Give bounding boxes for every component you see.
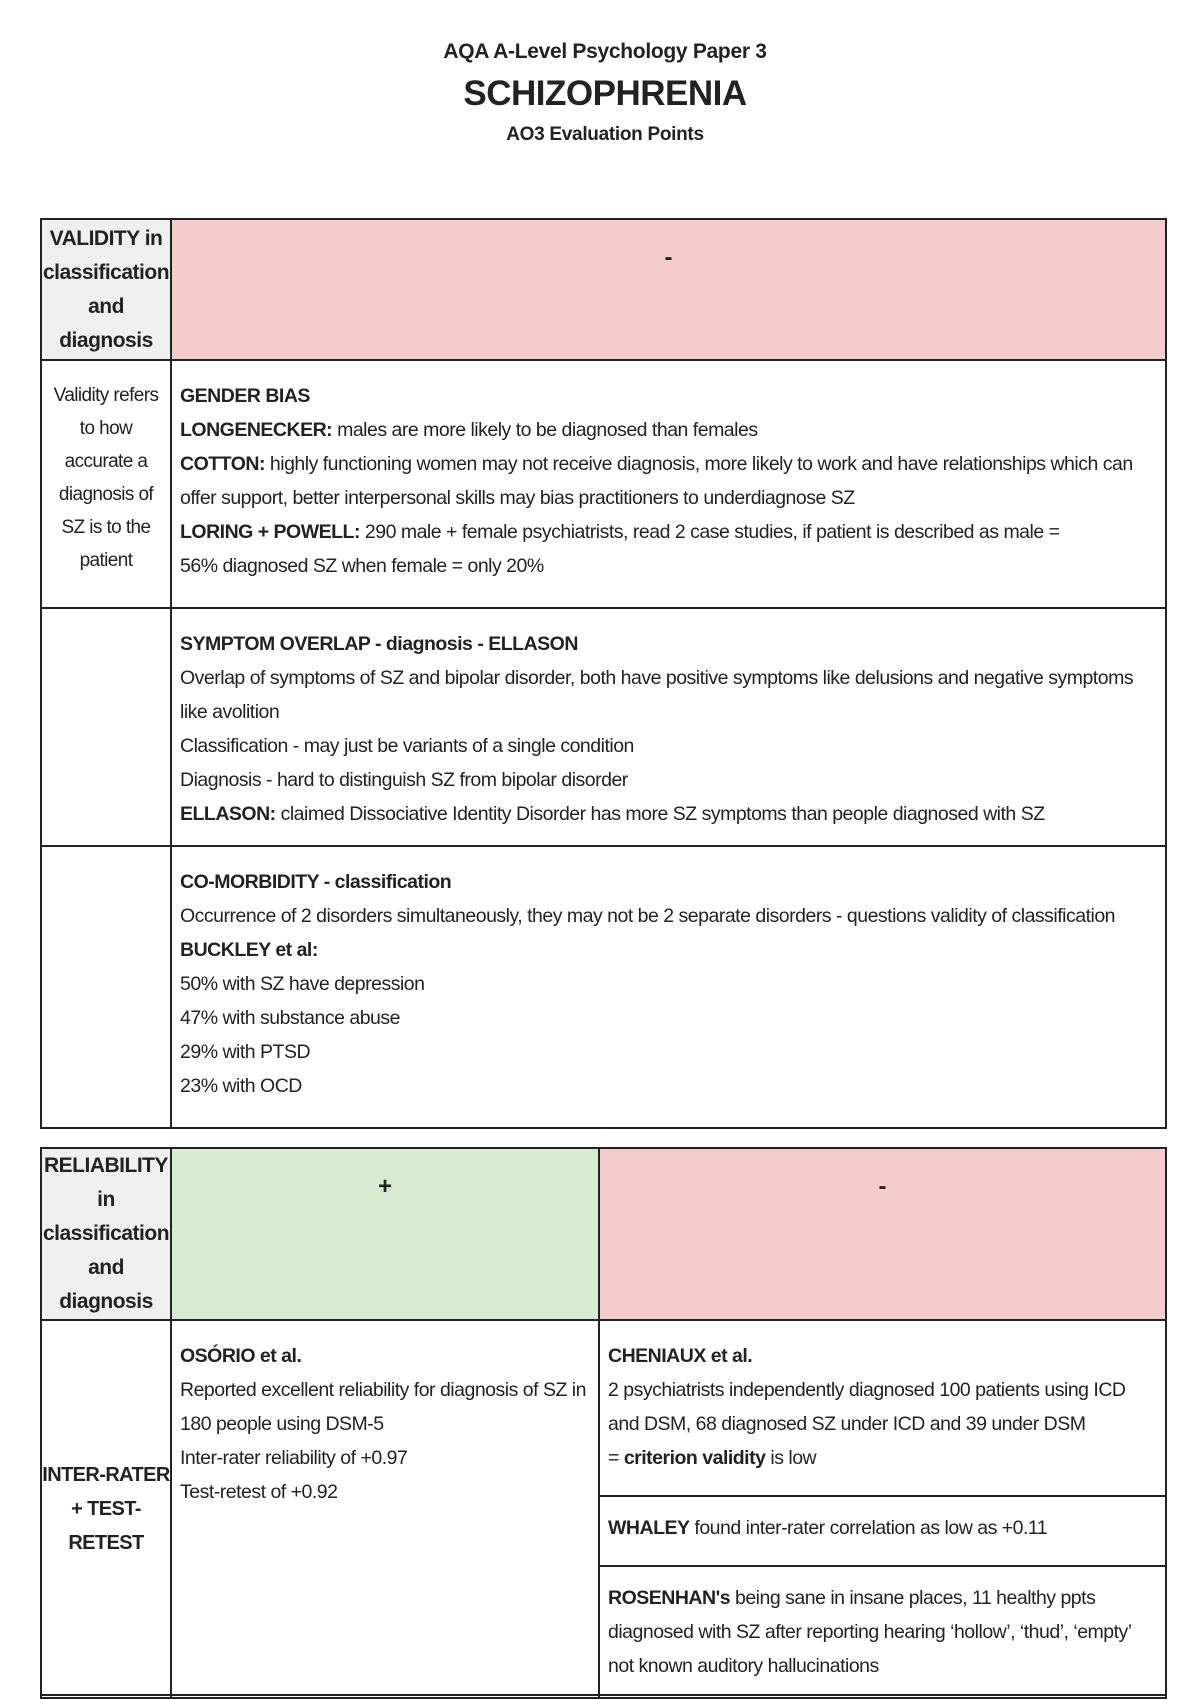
section-title: AO3 Evaluation Points [506, 124, 704, 145]
osorio-cell [171, 1320, 599, 1698]
buckley-stat: 50% with SZ have depression [180, 973, 425, 995]
gender-bias-cell [171, 360, 1166, 608]
cheniaux-cell [599, 1320, 1166, 1496]
rosenhan-text: being sane in insane places, 11 healthy ppts diagnosed with SZ after reporting hearing ‘hollow’, ‘thud’, ‘empty’ not known auditory hallucinations [608, 1587, 1131, 1677]
cotton-name: COTTON: [180, 453, 265, 475]
plus-sign: + [377, 1173, 392, 1200]
next-table-top-border [40, 1694, 1167, 1696]
overlap-line-3: Diagnosis - hard to distinguish SZ from bipolar disorder [180, 769, 628, 791]
minus-sign: - [664, 244, 673, 271]
rosenhan-cell [599, 1566, 1166, 1698]
longenecker-text: males are more likely to be diagnosed than females [332, 419, 758, 441]
cheniaux-suffix: is low [765, 1447, 817, 1469]
inter-rater-label: INTER-RATER + TEST-RETEST [41, 1320, 171, 1698]
overlap-line-2: Classification - may just be variants of a single condition [180, 735, 634, 757]
empty-cell [41, 846, 171, 1128]
validity-label: VALIDITY in classification and diagnosis [41, 219, 171, 360]
validity-definition: Validity refers to how accurate a diagnosis of SZ is to the patient [41, 360, 171, 608]
buckley-stat: 23% with OCD [180, 1075, 302, 1097]
comorbidity-heading: CO-MORBIDITY - classification [180, 871, 452, 893]
whaley-text: found inter-rater correlation as low as +0.11 [689, 1517, 1048, 1539]
whaley-name: WHALEY [608, 1517, 690, 1539]
whaley-cell [599, 1496, 1166, 1566]
buckley-name: BUCKLEY et al: [180, 939, 318, 961]
osorio-name: OSÓRIO et al. [180, 1345, 302, 1367]
overlap-line-1: Overlap of symptoms of SZ and bipolar disorder, both have positive symptoms like delusions and negative symptoms like avolition [180, 667, 1134, 723]
symptom-overlap-heading: SYMPTOM OVERLAP - diagnosis - ELLASON [180, 633, 578, 655]
document-header [0, 40, 1200, 146]
buckley-stat: 29% with PTSD [180, 1041, 311, 1063]
osorio-line-3: Test-retest of +0.92 [180, 1481, 338, 1503]
criterion-validity: criterion validity [623, 1447, 766, 1469]
gender-bias-heading: GENDER BIAS [180, 385, 310, 407]
empty-cell [41, 608, 171, 846]
cheniaux-line-1: 2 psychiatrists independently diagnosed 100 patients using ICD and DSM, 68 diagnosed SZ under ICD and 39 under DSM [608, 1379, 1126, 1435]
loring-powell-name: LORING + POWELL: [180, 521, 360, 543]
comorbidity-cell [171, 846, 1166, 1128]
ellason-text: claimed Dissociative Identity Disorder has more SZ symptoms than people diagnosed with SZ [275, 803, 1045, 825]
negative-header [599, 1148, 1166, 1320]
symptom-overlap-cell [171, 608, 1166, 846]
cotton-text: highly functioning women may not receive diagnosis, more likely to work and have relationships which can offer support, better interpersonal skills may bias practitioners to underdiagnose SZ [180, 453, 1133, 509]
reliability-table [40, 1147, 1167, 1699]
negative-header [171, 219, 1166, 360]
osorio-line-1: Reported excellent reliability for diagnosis of SZ in 180 people using DSM-5 [180, 1379, 586, 1435]
reliability-label: RELIABILITY in classification and diagnosis [41, 1148, 171, 1320]
comorbidity-line-1: Occurrence of 2 disorders simultaneously, they may not be 2 separate disorders - questions validity of classification [180, 905, 1116, 927]
rosenhan-name: ROSENHAN's [608, 1587, 731, 1609]
ellason-name: ELLASON: [180, 803, 276, 825]
buckley-stat: 47% with substance abuse [180, 1007, 400, 1029]
positive-header [171, 1148, 599, 1320]
page-title: SCHIZOPHRENIA [463, 74, 747, 113]
cheniaux-name: CHENIAUX et al. [608, 1345, 753, 1367]
osorio-line-2: Inter-rater reliability of +0.97 [180, 1447, 408, 1469]
minus-sign: - [878, 1173, 887, 1200]
validity-table [40, 218, 1167, 1129]
loring-powell-text: 290 male + female psychiatrists, read 2 case studies, if patient is described as male = 56% diagnosed SZ when female = only 20% [180, 521, 1060, 577]
longenecker-name: LONGENECKER: [180, 419, 333, 441]
paper-subtitle: AQA A-Level Psychology Paper 3 [443, 40, 767, 63]
cheniaux-prefix: = [608, 1447, 624, 1469]
